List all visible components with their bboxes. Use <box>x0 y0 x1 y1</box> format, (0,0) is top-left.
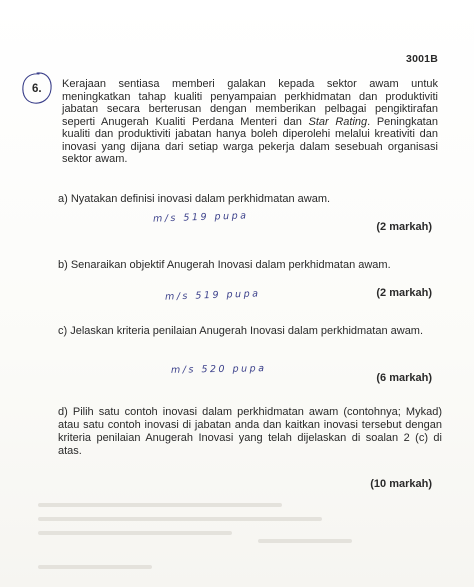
part-b-text: b) Senaraikan objektif Anugerah Inovasi dalam perkhidmatan awam. <box>58 259 391 271</box>
part-a-text: a) Nyatakan definisi inovasi dalam perkhidmatan awam. <box>58 193 331 205</box>
part-a-handwriting: m/s 519 pupa <box>152 210 249 225</box>
bleed-through-marks <box>30 497 360 587</box>
part-c-handwriting: m/s 520 pupa <box>170 363 267 376</box>
part-a-marks: (2 markah) <box>376 221 432 233</box>
part-b-marks: (2 markah) <box>376 287 432 299</box>
question-number: 6. <box>32 83 42 95</box>
intro-italic: Star Rating <box>308 115 368 128</box>
part-c-text: c) Jelaskan kriteria penilaian Anugerah Inovasi dalam perkhidmatan awam. <box>58 325 424 337</box>
question-intro <box>62 78 438 166</box>
intro-text-2: . Peningkatan kualiti dan produktiviti jabatan hanya boleh diperolehi melalui kreativiti dan inovasi yang dijana dari setiap warga pekerja dalam sesebuah organisasi sektor awam. <box>62 115 438 165</box>
part-c-marks: (6 markah) <box>376 372 432 384</box>
intro-text-1: Kerajaan sentiasa memberi galakan kepada sektor awam untuk meningkatkan tahap kualiti penyampaian perkhidmatan dan produktiviti jabatan secara berterusan dengan memberikan pelbagai pengiktirafan seperti Anugerah Kualiti Perdana Menteri dan <box>62 78 438 128</box>
part-d-marks: (10 markah) <box>370 478 432 490</box>
paper-code: 3001B <box>406 53 438 65</box>
part-d-text: d) Pilih satu contoh inovasi dalam perkhidmatan awam (contohnya; Mykad) atau satu contoh inovasi di jabatan anda dan kaitkan inovasi tersebut dengan kriteria penilaian Anugerah Inovasi yang telah dijelaskan di soalan 2 (c) di atas. <box>58 406 442 457</box>
part-b-handwriting: m/s 519 pupa <box>164 288 261 303</box>
